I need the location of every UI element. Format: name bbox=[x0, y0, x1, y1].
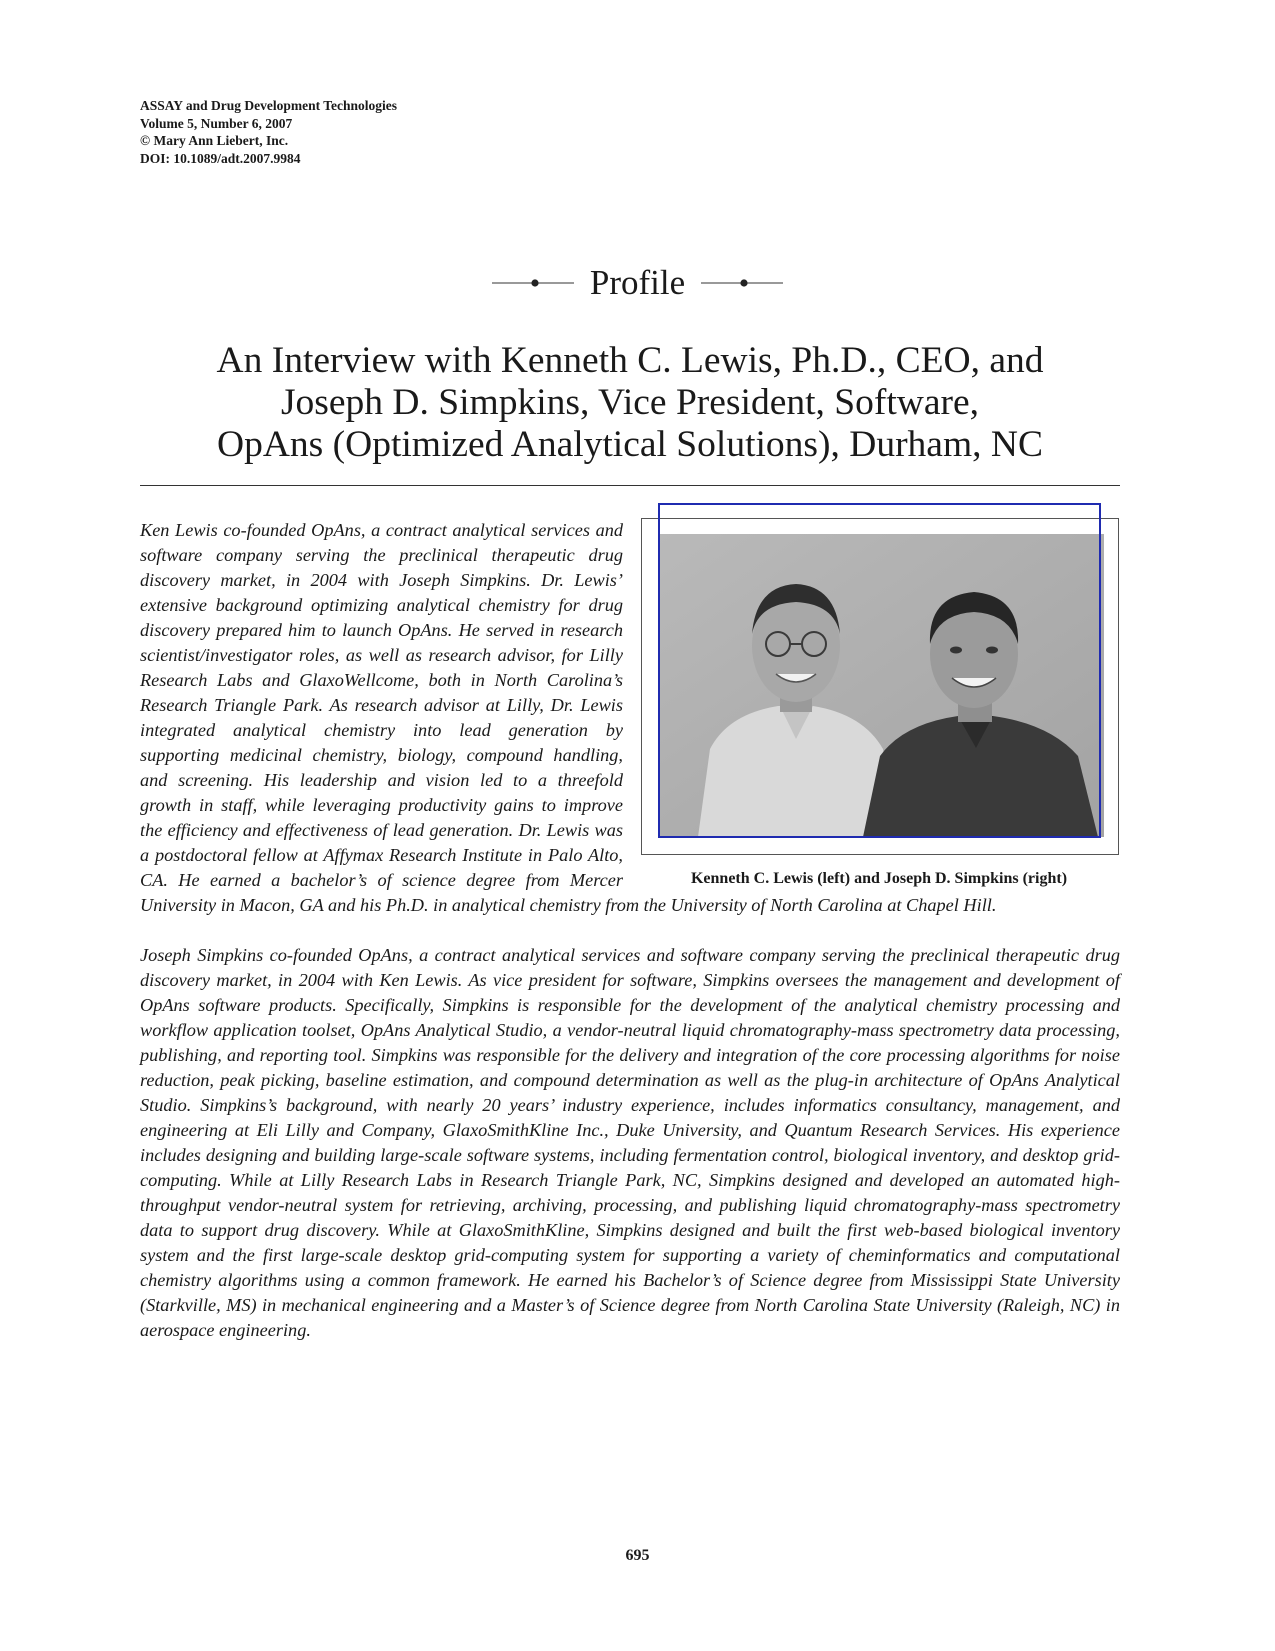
journal-doi: DOI: 10.1089/adt.2007.9984 bbox=[140, 150, 301, 166]
photo-frame bbox=[641, 518, 1119, 855]
title-line: An Interview with Kenneth C. Lewis, Ph.D., CEO, and bbox=[216, 340, 1044, 381]
paragraph-lewis: Ken Lewis co-founded OpAns, a contract analytical services and software company serving the preclinical therapeutic drug discovery market, in 2004 with Joseph Simpkins. Dr. Lewis’ extensive background optimizing analytical chemistry for drug discovery prepared him to launch OpAns. He served in research scientist/investigator roles, as well as research advisor, for Lilly Research Labs and GlaxoWellcome, both in North Carolina’s Research Triangle Park. As research advisor at Lilly, Dr. Lewis integrated analytical chemistry into lead generation by supporting medicinal chemistry, biology, compound handling, and screening. His leadership and vision led to a threefold growth in staff, while leveraging productivity gains to improve the efficiency and effectiveness of lead generation. Dr. Lewis was a postdoctoral fellow at Affymax Research Institute in Palo Alto, CA. He earned a bachelor’s of science degree from Mercer University in Macon, GA and his Ph.D. in analytical chemistry from the University of North Carolina at Chapel Hill. bbox=[140, 520, 997, 915]
figure-caption: Kenneth C. Lewis (left) and Joseph D. Simpkins (right) bbox=[690, 870, 1068, 887]
article-title bbox=[140, 340, 1120, 466]
title-line: Joseph D. Simpkins, Vice President, Software, bbox=[280, 382, 980, 423]
right-ornament-icon bbox=[701, 277, 783, 289]
page-number: 695 bbox=[625, 1547, 650, 1564]
journal-header bbox=[140, 97, 397, 167]
title-line: OpAns (Optimized Analytical Solutions), Durham, NC bbox=[217, 424, 1043, 465]
journal-publisher: © Mary Ann Liebert, Inc. bbox=[140, 133, 289, 148]
selection-overlay bbox=[658, 503, 1101, 838]
section-label bbox=[0, 258, 1275, 308]
left-ornament-icon bbox=[492, 277, 574, 289]
article-body bbox=[140, 518, 1120, 1343]
paragraph-simpkins: Joseph Simpkins co-founded OpAns, a contract analytical services and software company serving the preclinical therapeutic drug discovery market, in 2004 with Ken Lewis. As vice president for software, Simpkins oversees the management and development of OpAns software products. Specifically, Simpkins is responsible for the development of the analytical chemistry processing and workflow application toolset, OpAns Analytical Studio, a vendor-neutral liquid chromatography-mass spectrometry data processing, publishing, and reporting tool. Simpkins was responsible for the delivery and integration of the core processing algorithms for noise reduction, peak picking, baseline estimation, and compound determination as well as the plug-in architecture of OpAns Analytical Studio. Simpkins’s background, with nearly 20 years’ industry experience, includes informatics consultancy, management, and engineering at Eli Lilly and Company, GlaxoSmithKline Inc., Duke University, and Quantum Research Services. His experience includes designing and building large-scale software systems, including fermentation control, biological inventory, and desktop grid-computing. While at Lilly Research Labs in Research Triangle Park, NC, Simpkins designed and developed an automated high-throughput vendor-neutral system for retrieving, archiving, processing, and publishing liquid chromatography-mass spectrometry data to support drug discovery. While at GlaxoSmithKline, Simpkins designed and built the first web-based biological inventory system and the first large-scale desktop grid-computing system for supporting a variety of cheminformatics and computational chemistry algorithms using a common framework. He earned his Bachelor’s of Science degree from Mississippi State University (Starkville, MS) in mechanical engineering and a Master’s of Science degree from North Carolina State University (Raleigh, NC) in aerospace engineering. bbox=[140, 945, 1120, 1340]
title-divider bbox=[140, 485, 1120, 486]
figure bbox=[641, 518, 1128, 888]
journal-name: ASSAY and Drug Development Technologies bbox=[140, 98, 398, 113]
section-label-text: Profile bbox=[589, 263, 686, 302]
journal-volume: Volume 5, Number 6, 2007 bbox=[140, 115, 293, 131]
